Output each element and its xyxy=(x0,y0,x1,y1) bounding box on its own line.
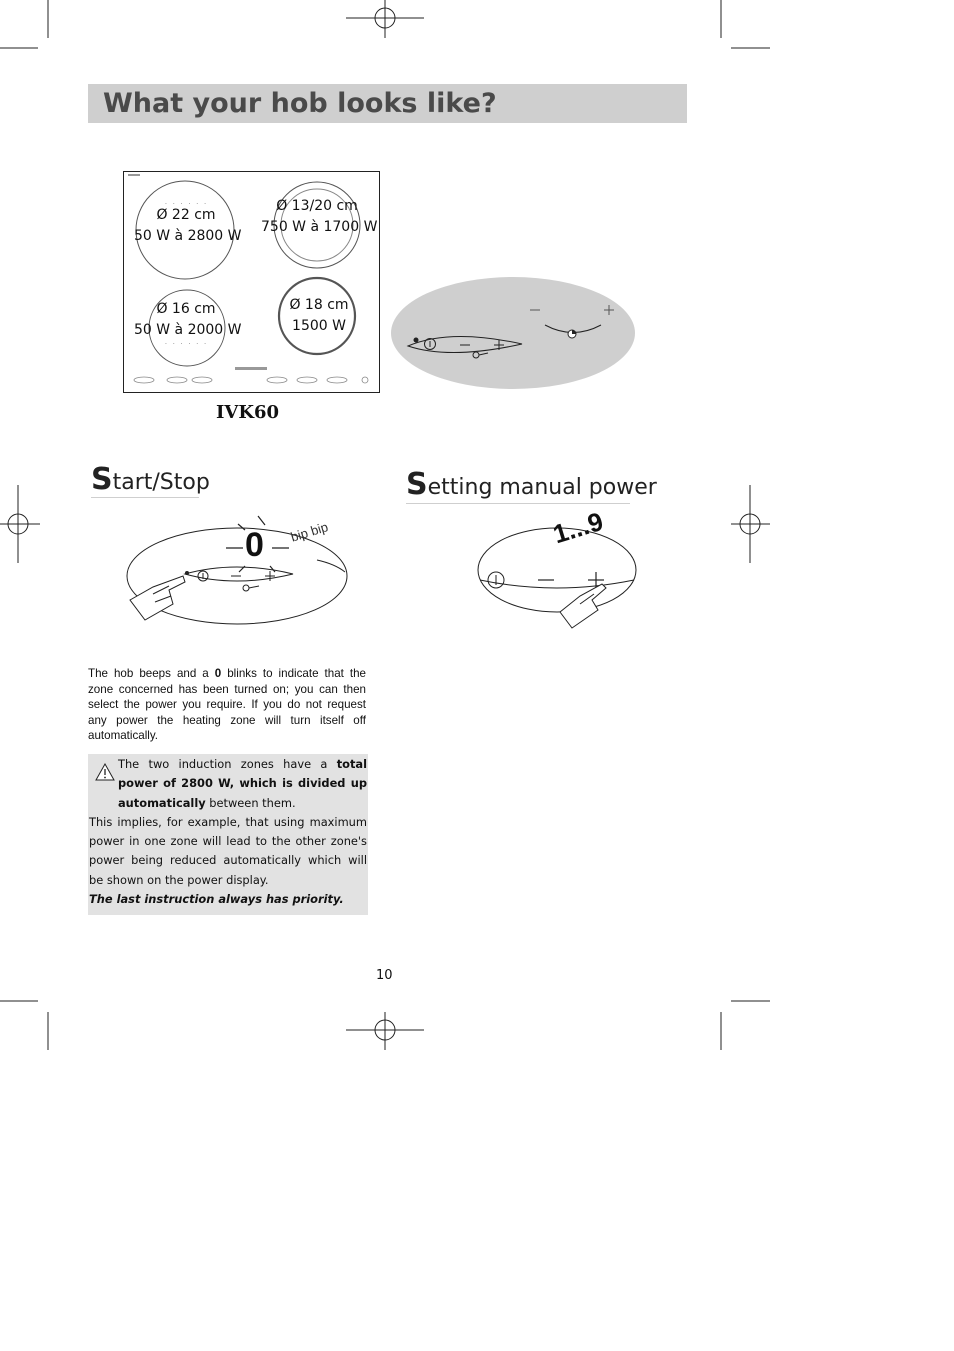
page-number: 10 xyxy=(376,968,393,983)
control-panel-zoom xyxy=(390,276,636,390)
zone-label-front-left xyxy=(134,205,242,247)
section-title-start-stop: Start/Stop xyxy=(91,462,210,497)
zone-power: 50 W à 2800 W xyxy=(134,228,242,244)
section-rule xyxy=(91,497,199,498)
zone-diameter: Ø 18 cm xyxy=(289,297,349,313)
zone-power: 750 W à 1700 W xyxy=(261,219,378,235)
power-level-range: 1...9 xyxy=(549,505,607,550)
key-lock-icon xyxy=(243,585,249,591)
warning-priority-note: The last instruction always has priority. xyxy=(89,892,344,907)
zone-diameter: Ø 13/20 cm xyxy=(276,198,358,214)
zone-diameter: Ø 22 cm xyxy=(156,207,216,223)
zone-label-rear-left xyxy=(134,299,242,341)
zone-power: 50 W à 2000 W xyxy=(134,322,242,338)
svg-text:· · · · · ·: · · · · · · xyxy=(165,341,208,348)
page-title: What your hob looks like? xyxy=(103,88,497,119)
warning-paragraph-2: This implies, for example, that using maximum power in one zone will lead to the other zone's power being reduced automatically which will be shown on the power display. xyxy=(89,814,367,887)
warning-paragraph-1: The two induction zones have a total power of 2800 W, which is divided up automatically between them. xyxy=(118,757,367,810)
zone-power: 1500 W xyxy=(292,318,346,334)
zone-label-front-right xyxy=(261,196,378,238)
plus-icon xyxy=(265,571,275,581)
model-name: IVK60 xyxy=(216,402,280,423)
zone-label-rear-right xyxy=(268,295,370,337)
bip-sound-label: bip bip xyxy=(288,519,330,545)
svg-text:· · · · · ·: · · · · · · xyxy=(165,201,208,208)
warning-text xyxy=(89,755,367,909)
section-rule xyxy=(406,503,630,504)
zone-diameter: Ø 16 cm xyxy=(156,301,216,317)
pointing-hand-icon xyxy=(130,576,185,620)
blinking-zero: 0 xyxy=(245,526,264,564)
start-stop-description: The hob beeps and a 0 blinks to indicate that the zone concerned has been turned on; you can then select the power you require. If you do not request any power the heating zone will turn itself off automatically. xyxy=(88,667,366,742)
section-title-manual-power: Setting manual power xyxy=(406,467,657,502)
